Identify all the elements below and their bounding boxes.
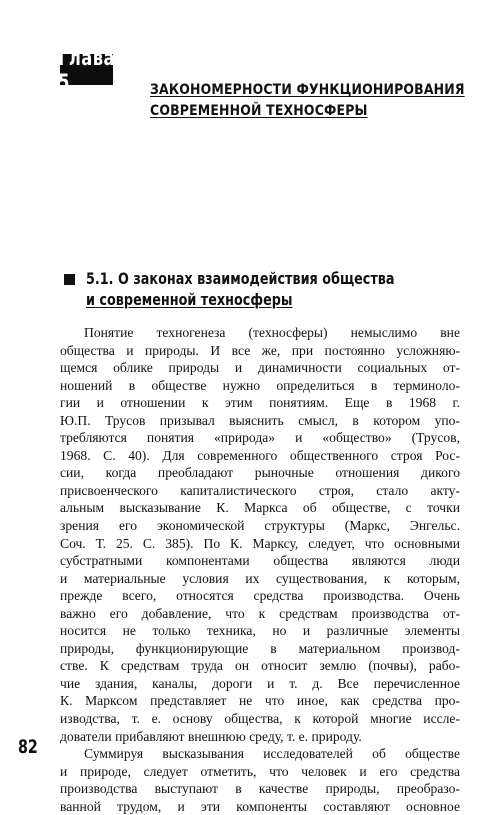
body-line: изводства, т. е. основу общества, к которой многие иссле-: [60, 711, 460, 727]
section-title-line: и современной техносферы: [86, 290, 293, 309]
body-line: Суммируя высказывания исследователей об обществе: [84, 746, 460, 762]
body-line: и материальные условия их существования, к которым,: [60, 570, 460, 586]
section-title-line: 5.1. О законах взаимодействия общества: [86, 269, 395, 288]
body-line: требляются понятия «природа» и «общество» (Трусов,: [60, 430, 460, 446]
body-line: ношений в обществе нужно определиться в терминоло-: [60, 377, 460, 393]
body-line: зрения его экономической структуры (Маркс, Энгельс.: [60, 518, 460, 534]
body-line: щемся облике природы и динамичности социальных от-: [60, 360, 460, 376]
body-line: К. Марксом представляет не что иное, как средства про-: [60, 693, 460, 709]
body-line: присвоенческого капиталистического строя, стало акту-: [60, 482, 460, 498]
square-bullet-icon: [64, 274, 75, 285]
body-line: сии, когда преобладают рыночные отношения дикого: [60, 465, 460, 481]
chapter-label: Глава 5: [58, 45, 115, 94]
body-line: 1968. С. 40). Для современного общественного строя Рос-: [60, 447, 460, 463]
chapter-title-line: СОВРЕМЕННОЙ ТЕХНОСФЕРЫ: [150, 103, 368, 119]
body-line: субстратными компонентами общества являются люди: [60, 553, 460, 569]
body-line: Соч. Т. 25. С. 385). По К. Марксу, следует, что основными: [60, 535, 460, 551]
body-line: Понятие техногенеза (техносферы) немыслимо вне: [84, 325, 460, 340]
body-line: и природе, следует отметить, что человек и его средства: [60, 763, 460, 779]
body-line: Ю.П. Трусов призывал выяснить смысл, в котором упо-: [60, 412, 460, 428]
body-line: чие здания, каналы, дороги и т. д. Все перечисленное: [60, 675, 460, 691]
body-line: общества и природы. И все же, при постоянно усложняю-: [60, 342, 460, 358]
chapter-title: [150, 80, 465, 122]
body-line: гии и отношении к этим понятиям. Еще в 1968 г.: [60, 395, 460, 411]
body-line: производства выступают в качестве природы, преобразо-: [60, 781, 460, 797]
section-title: [86, 268, 395, 310]
chapter-title-line: ЗАКОНОМЕРНОСТИ ФУНКЦИОНИРОВАНИЯ: [150, 82, 465, 98]
body-line: альным высказывание К. Маркса об обществе, с точки: [60, 500, 460, 516]
body-text: [60, 324, 460, 815]
body-line: природы, функционирующие в материальном производ-: [60, 640, 460, 656]
body-line: носится не только техника, но и различные элементы: [60, 623, 460, 639]
body-line: прежде всего, относятся средства производства. Очень: [60, 588, 460, 604]
body-line: стве. К средствам труда он относит землю (почвы), рабо-: [60, 658, 460, 674]
body-line: ванной трудом, и эти компоненты составляют основное: [60, 798, 460, 814]
body-line: дователи прибавляют внешнюю среду, т. е. природу.: [60, 728, 362, 744]
page-number: 82: [18, 736, 38, 758]
body-line: важно его добавление, что к средствам производства от-: [60, 605, 460, 621]
